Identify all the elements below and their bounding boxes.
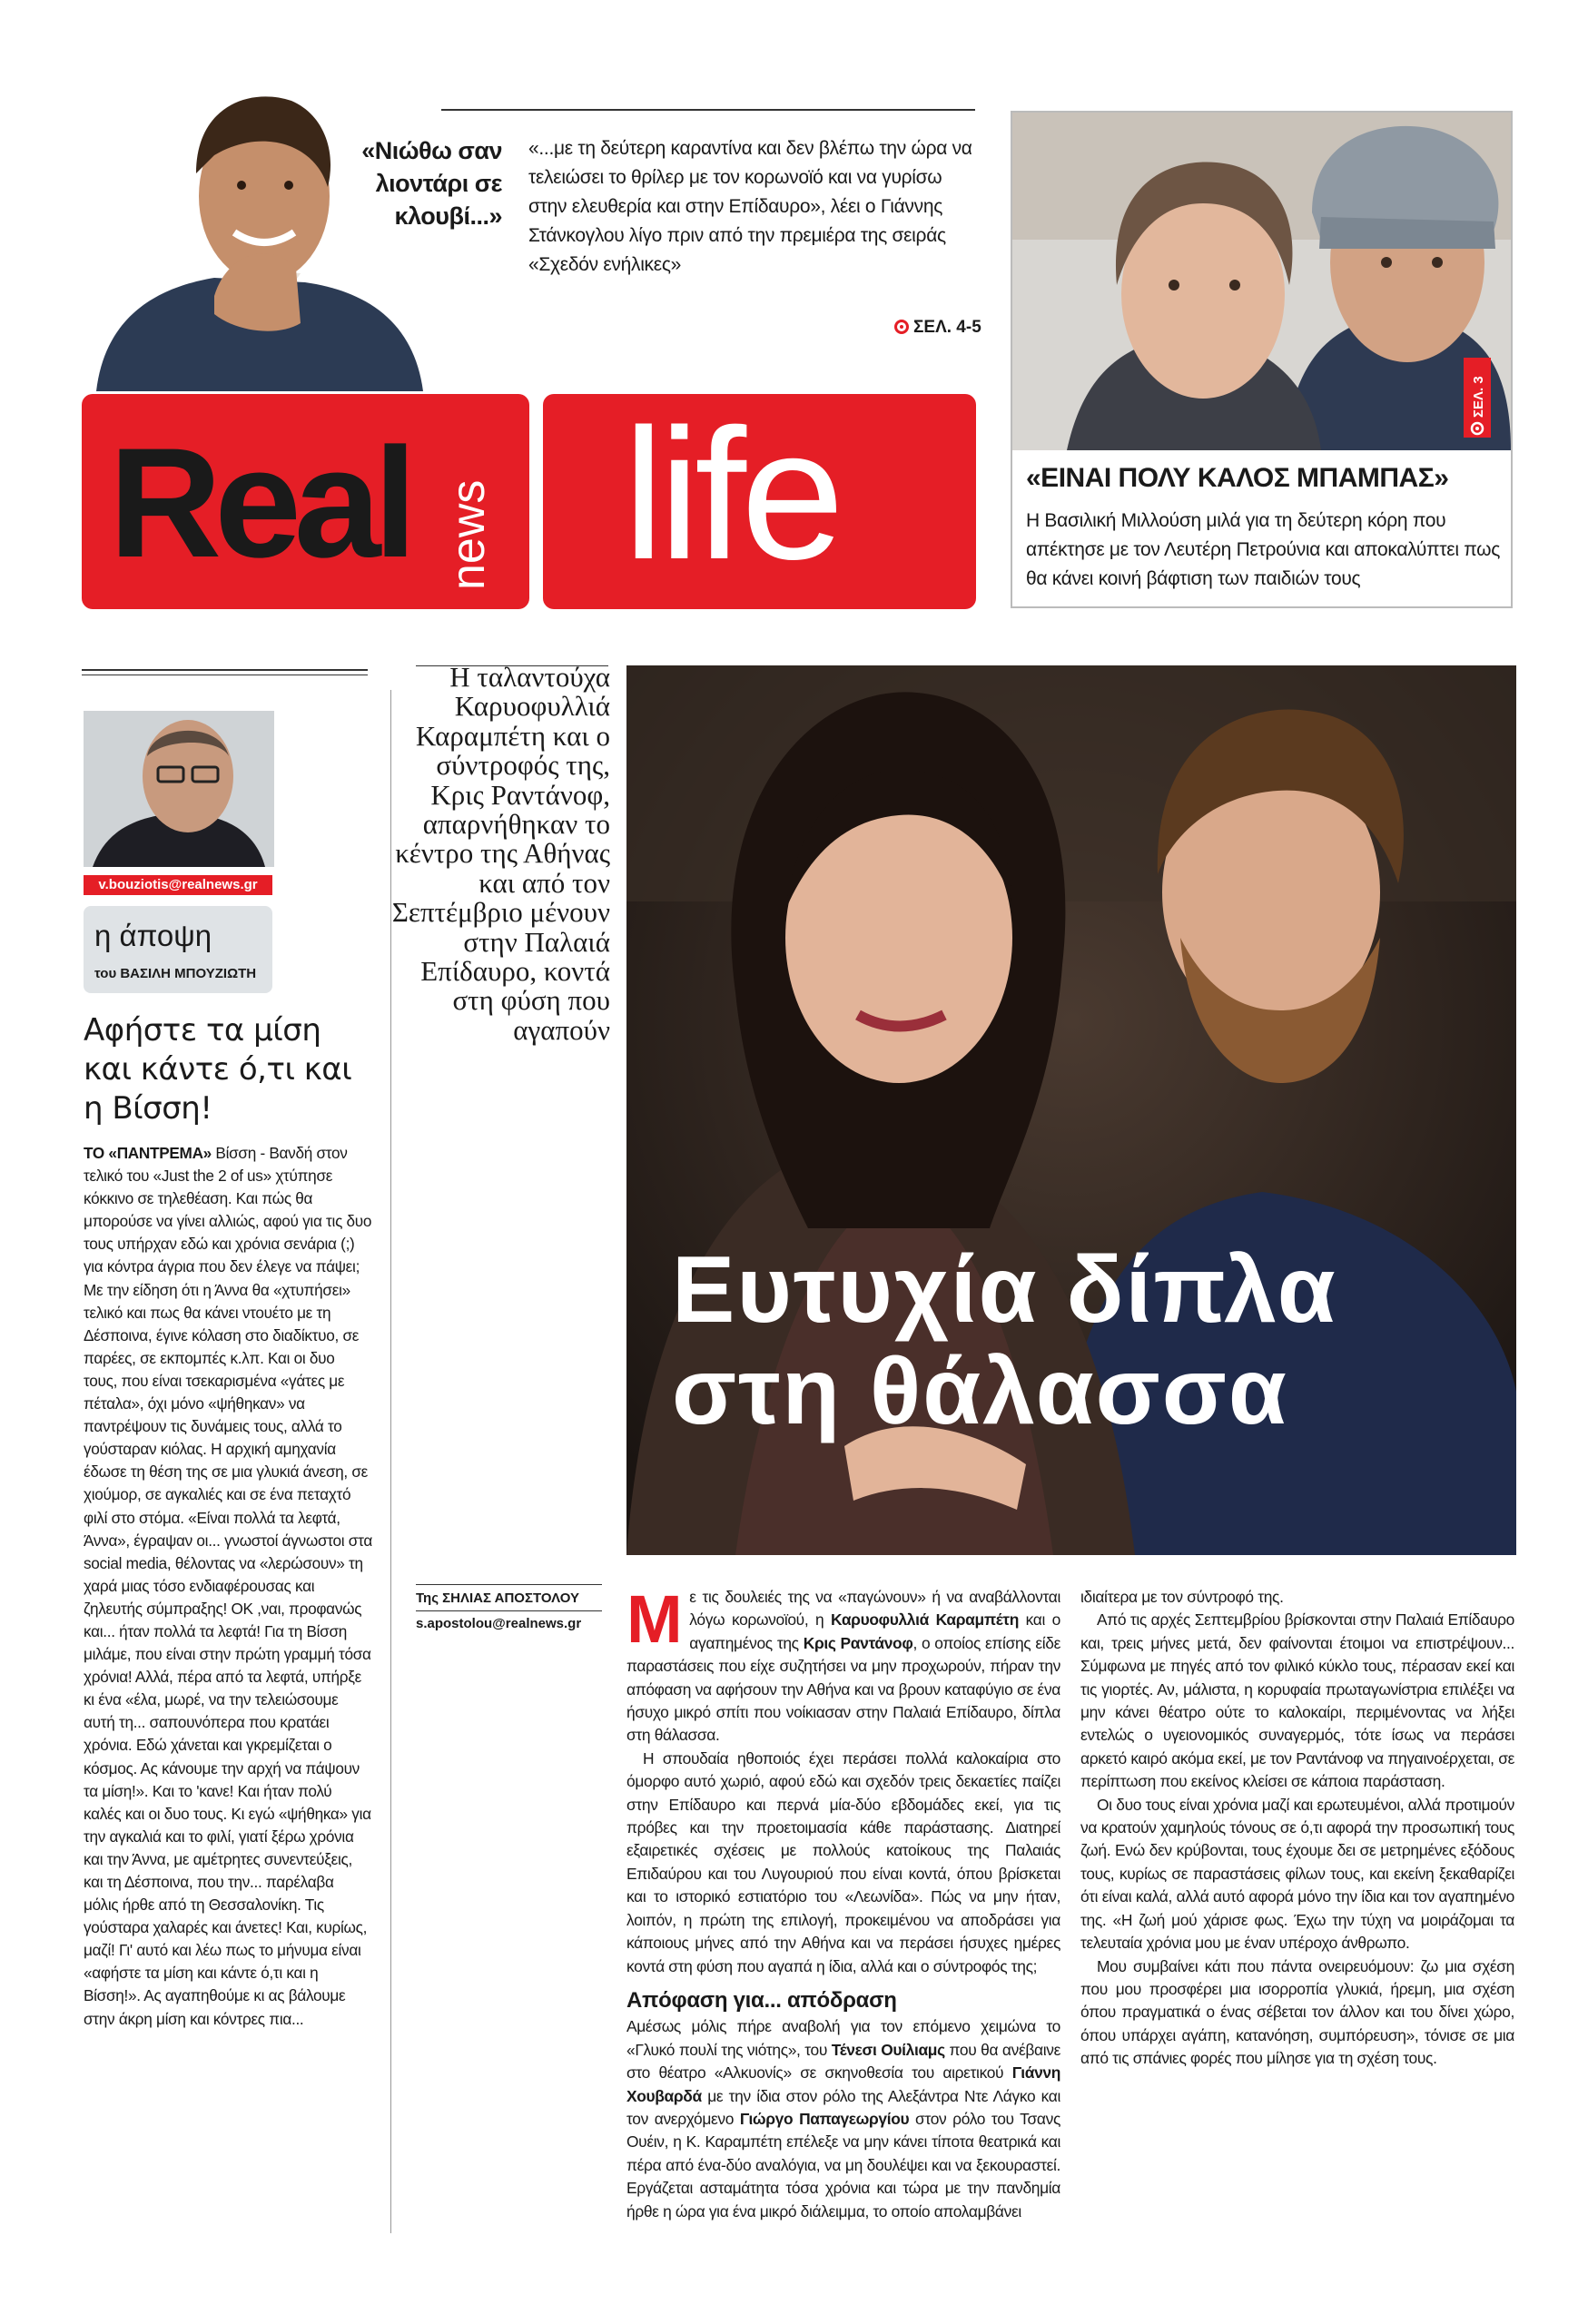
article-text: Αμέσως μόλις πήρε αναβολή για τον επόμενο χειμώνα το «Γλυκό πουλί της νιότης», του: [626, 2017, 1060, 2059]
article-bold-name: Γιάννη Χουβαρδά: [626, 2063, 1060, 2105]
article-text: που θα ανέβαινε στο θέατρο «Αλκυονίς» σε σκηνοθεσία του αιρετικού: [626, 2040, 1060, 2083]
article-column-2: [1080, 1586, 1514, 2071]
article-bold-name: Τένεσι Ουίλιαμς: [831, 2040, 945, 2059]
top-right-page-label: ΣΕΛ. 3: [1471, 376, 1486, 418]
article-bold-name: Καρυοφυλλιά Καραμπέτη: [831, 1610, 1019, 1630]
opinion-title: Αφήστε τα μίση και κάντε ό,τι και η Βίσση!: [84, 1012, 352, 1127]
article-text: στον ρόλο του Τσανς Ουέιν, η Κ. Καραμπέτη επέλεξε να μην κάνει τίποτα θεατρικά και πέρα από ένα-δύο αναλόγια, να μη δουλέψει και να ξεκουραστεί. Εργάζεται ασταμάτητα τόσα χρόνια και τώρα με την πανδημία ήρθε η ώρα για ένα μικρό διάλειμμα, το οποίο απολαμβάνει: [626, 2109, 1060, 2221]
top-right-text: Η Βασιλική Μιλλούση μιλά για τη δεύτερη κόρη που απέκτησε με τον Λευτέρη Πετρούνια και αποκαλύπτει πως θα κάνει κοινή βάφτιση των παιδιών τους: [1026, 510, 1501, 589]
article-bold-name: Κρις Ραντάνοφ: [803, 1633, 913, 1652]
feature-lead: Η ταλαντούχα Καρυοφυλλιά Καραμπέτη και ο σύντροφός της, Κρις Ραντάνοφ, απαρνήθηκαν το κέντρο της Αθήνας και από τον Σεπτέμβριο μένουν στην Παλαιά Επίδαυρο, κοντά στη φύση που αγαπούν: [391, 661, 610, 1046]
byline-email[interactable]: s.apostolou@realnews.gr: [416, 1616, 582, 1631]
article-paragraph: Η σπουδαία ηθοποιός έχει περάσει πολλά καλοκαίρια στο όμορφο αυτό χωριό, αφού εδώ και σχεδόν τρεις δεκαετίες παίζει στην Επίδαυρο και περνά μία-δύο εβδομάδες εκεί, για τις πρόβες και την προετοιμασία κάθε παράστασης. Διατηρεί εξαιρετικές σχέσεις με πολλούς κατοίκους της Παλαιάς Επιδαύρου και του Λυγουριού που είναι κοντά, όπου βρίσκεται και το ιστορικό εστιατόριο του «Λεωνίδα». Πώς να μην ήταν, λοιπόν, η πρώτη της επιλογή, προκειμένου να αποδράσει για κάποιους μήνες από την Αθήνα και να περάσει ήσυχες ημέρες κοντά στη φύση που αγαπά η ίδια, αλλά και ο σύντροφός της;: [626, 1748, 1060, 1975]
teaser-page-ref[interactable]: [894, 318, 981, 338]
article-paragraph-continued: ιδιαίτερα με τον σύντροφό της.: [1080, 1588, 1284, 1606]
feature-headline: [672, 1239, 1489, 1443]
couple-selfie-photo: [1012, 113, 1511, 450]
byline: Της ΣΗΛΙΑΣ ΑΠΟΣΤΟΛΟΥ: [416, 1590, 579, 1606]
article-column-1: [626, 1581, 1061, 2223]
teaser-quote-text: «...με τη δεύτερη καραντίνα και δεν βλέπω την ώρα να τελειώσει το θρίλερ με τον κορωνοϊό και να γυρίσω στην ελευθερία και στην Επίδαυρο», λέει ο Γιάννης Στάνκογλου λίγο πριν από την πρεμιέρα της σειράς «Σχεδόν ενήλικες»: [528, 138, 972, 275]
opinion-top-rule: [82, 669, 368, 671]
masthead-news-logo: [442, 456, 495, 592]
article-text: και ο αγαπημένος της: [689, 1610, 1061, 1652]
opinion-body: [84, 1142, 372, 2031]
feature-headline-line-2: στη θάλασσα: [672, 1339, 1288, 1444]
masthead-news-text: news: [442, 479, 495, 590]
opinion-author: του ΒΑΣΙΛΗ ΜΠΟΥΖΙΩΤΗ: [94, 966, 257, 981]
article-text: με την ίδια στον ρόλο της Αλεξάντρα Ντε Λάγκο και τον ανερχόμενο: [626, 2086, 1060, 2128]
opinion-label: η άποψη: [94, 919, 212, 952]
opinion-body-lead: ΤΟ «ΠΑΝΤΡΕΜΑ»: [84, 1144, 212, 1162]
teaser-portrait-photo: [78, 87, 441, 391]
byline-rule-2: [416, 1610, 602, 1611]
feature-headline-line-1: Ευτυχία δίπλα: [672, 1237, 1337, 1343]
byline-rule: [416, 1584, 602, 1585]
article-bold-name: Γιώργο Παπαγεωργίου: [739, 2109, 910, 2128]
target-icon: [894, 320, 909, 334]
opinion-body-text: Βίσση - Βανδή στον τελικό του «Just the 2 of us» χτύπησε κόκκινο σε τηλεθέαση. Και πώς θα μπορούσε να γίνει αλλιώς, αφού για τις δυο τους υπήρχαν εδώ και χρόνια σενάρια (;) για κόντρα άγρια που δεν έλεγε να πάψει; Με την είδηση ότι η Άννα θα «χτυπήσει» τελικό και πως θα κάνει ντουέτο με τη Δέσποινα, έγινε κόλαση στο διαδίκτυο, σε παρέες, σε εκπομπές κ.λπ. Και οι δυο τους, που είναι τσεκαρισμένα «γάτες με πέταλα», όχι μόνο «ψήθηκαν» να παντρέψουν τις δυνάμεις τους, αλλά το γούσταραν κιόλας. Η αρχική αμηχανία έδωσε τη θέση της σε μια γλυκιά άνεση, σε χιούμορ, σε αγκαλιές και σε ένα πεταχτό φιλί στο στόμα. «Είναι πολλά τα λεφτά, Άννα», έγραψαν οι... γνωστοί άγνωστοι στα social media, θέλοντας να «λερώσουν» τη χαρά μιας τόσο ενδιαφέρουσας και ζηλευτής σύμπραξης! ΟΚ ,ναι, προφανώς και... ήταν πολλά τα λεφτά! Για τη Βίσση μιλάμε, που είναι στην πρώτη γραμμή τόσα χρόνια! Αλλά, πέρα από τα λεφτά, υπήρξε κι ένα «έλα, μωρέ, να την τελειώσουμε αυτή τη... σαπουνόπερα που κρατάει χρόνια. Εδώ χάνεται και γκρεμίζεται ο κόσμος. Ας κάνουμε την αρχή να πάψουν τα μίση!». Και το 'κανε! Και ήταν πολύ καλές και οι δυο τους. Κι εγώ «ψήθηκα» για την αγκαλιά και το φιλί, γιατί ξέρω χρόνια και την Άννα, με αμέτρητες συνεντεύξεις, και τη Δέσποινα, που την... παρέλαβα μόλις ήρθε από τη Θεσσαλονίκη. Τις γούσταρα χαλαρές και άνετες! Και, κυρίως, μαζί! Γι' αυτό και λέω πως το μήνυμα είναι «αφήστε τα μίση και κάντε ό,τι και η Βίσση!». Ας αγαπηθούμε κι ας βάλουμε στην άκρη μίση και κόντρες πια...: [84, 1144, 372, 2028]
article-text: ε τις δουλειές της να «παγώνουν» ή να αναβάλλονται λόγω κορωνοϊού, η: [689, 1588, 1060, 1630]
top-right-title: «ΕΙΝΑΙ ΠΟΛΥ ΚΑΛΟΣ ΜΠΑΜΠΑΣ»: [1026, 463, 1449, 493]
columnist-photo: [84, 711, 274, 867]
teaser-quote-title: «Νιώθω σαν λιοντάρι σε κλουβί...»: [361, 137, 502, 230]
article-paragraph: Από τις αρχές Σεπτεμβρίου βρίσκονται στην Παλαιά Επίδαυρο και, τρεις μήνες μετά, δεν φαίνονται έτοιμοι να επιστρέψουν... Σύμφωνα με πηγές από τον φιλικό κύκλο τους, πέρασαν εκεί και τις γιορτές. Αν, μάλιστα, η κορυφαία πρωταγωνίστρια επιλέξει να μην κάνει θέατρο ούτε το καλοκαίρι, περιμένοντας να λήξει εντελώς ο υγειονομικός συναγερμός, τότε ίσως να περάσει αρκετό καιρό ακόμα εκεί, με τον Ραντάνοφ να πηγαινοέρχεται, σε περίπτωση που εκείνος κλείσει σε κάποια παράσταση.: [1080, 1610, 1514, 1791]
masthead-life-logo: life: [623, 390, 840, 598]
top-right-page-ref[interactable]: [1464, 358, 1491, 438]
dropcap: Μ: [626, 1581, 683, 1657]
masthead-real-logo: Real: [109, 416, 410, 590]
article-subhead: Απόφαση για... απόδραση: [626, 1987, 897, 2013]
columnist-email[interactable]: v.bouziotis@realnews.gr: [84, 875, 272, 895]
article-paragraph: Οι δυο τους είναι χρόνια μαζί και ερωτευμένοι, αλλά προτιμούν να κρατούν χαμηλούς τόνους σε ό,τι αφορά την προσωπική τους ζωή. Ενώ δεν κρύβονται, τους έχουμε δει σε μετρημένες εξόδους τους, κυρίως σε παραστάσεις φίλων τους, και εκείνη ξεκαθαρίζει ότι είναι καλά, αλλά αυτό αφορά μόνο την ίδια και τον αγαπημένο της. «Η ζωή μού χάρισε φως. Έχω την τύχη να μοιράζομαι τα τελευταία χρόνια μου με έναν υπέροχο άνθρωπο.: [1080, 1795, 1514, 1953]
teaser-page-label: ΣΕΛ. 4-5: [913, 318, 981, 337]
article-paragraph: Μου συμβαίνει κάτι που πάντα ονειρευόμουν: ζω μια σχέση που μου προσφέρει μια ισορροπία γλυκιά, ήρεμη, μια σχέση όπου πραγματικά ο ένας σέβεται τον άλλον και του δίνει χώρο, όπου υπάρχει αγάπη, κατανόηση, συμπόρευση», τόνισε σε μια από τις σπάνιες φορές που μίλησε για τη σχέση τους.: [1080, 1956, 1514, 2068]
article-text: , ο οποίος επίσης είδε παραστάσεις που είχε συζητήσει να μην προχωρούν, πήραν την απόφαση να αφήσουν την Αθήνα και να βρουν καταφύγιο σε ένα ήσυχο μικρό σπίτι που νοίκιασαν στην Παλαιά Επίδαυρο, δίπλα στη θάλασσα.: [626, 1633, 1060, 1745]
